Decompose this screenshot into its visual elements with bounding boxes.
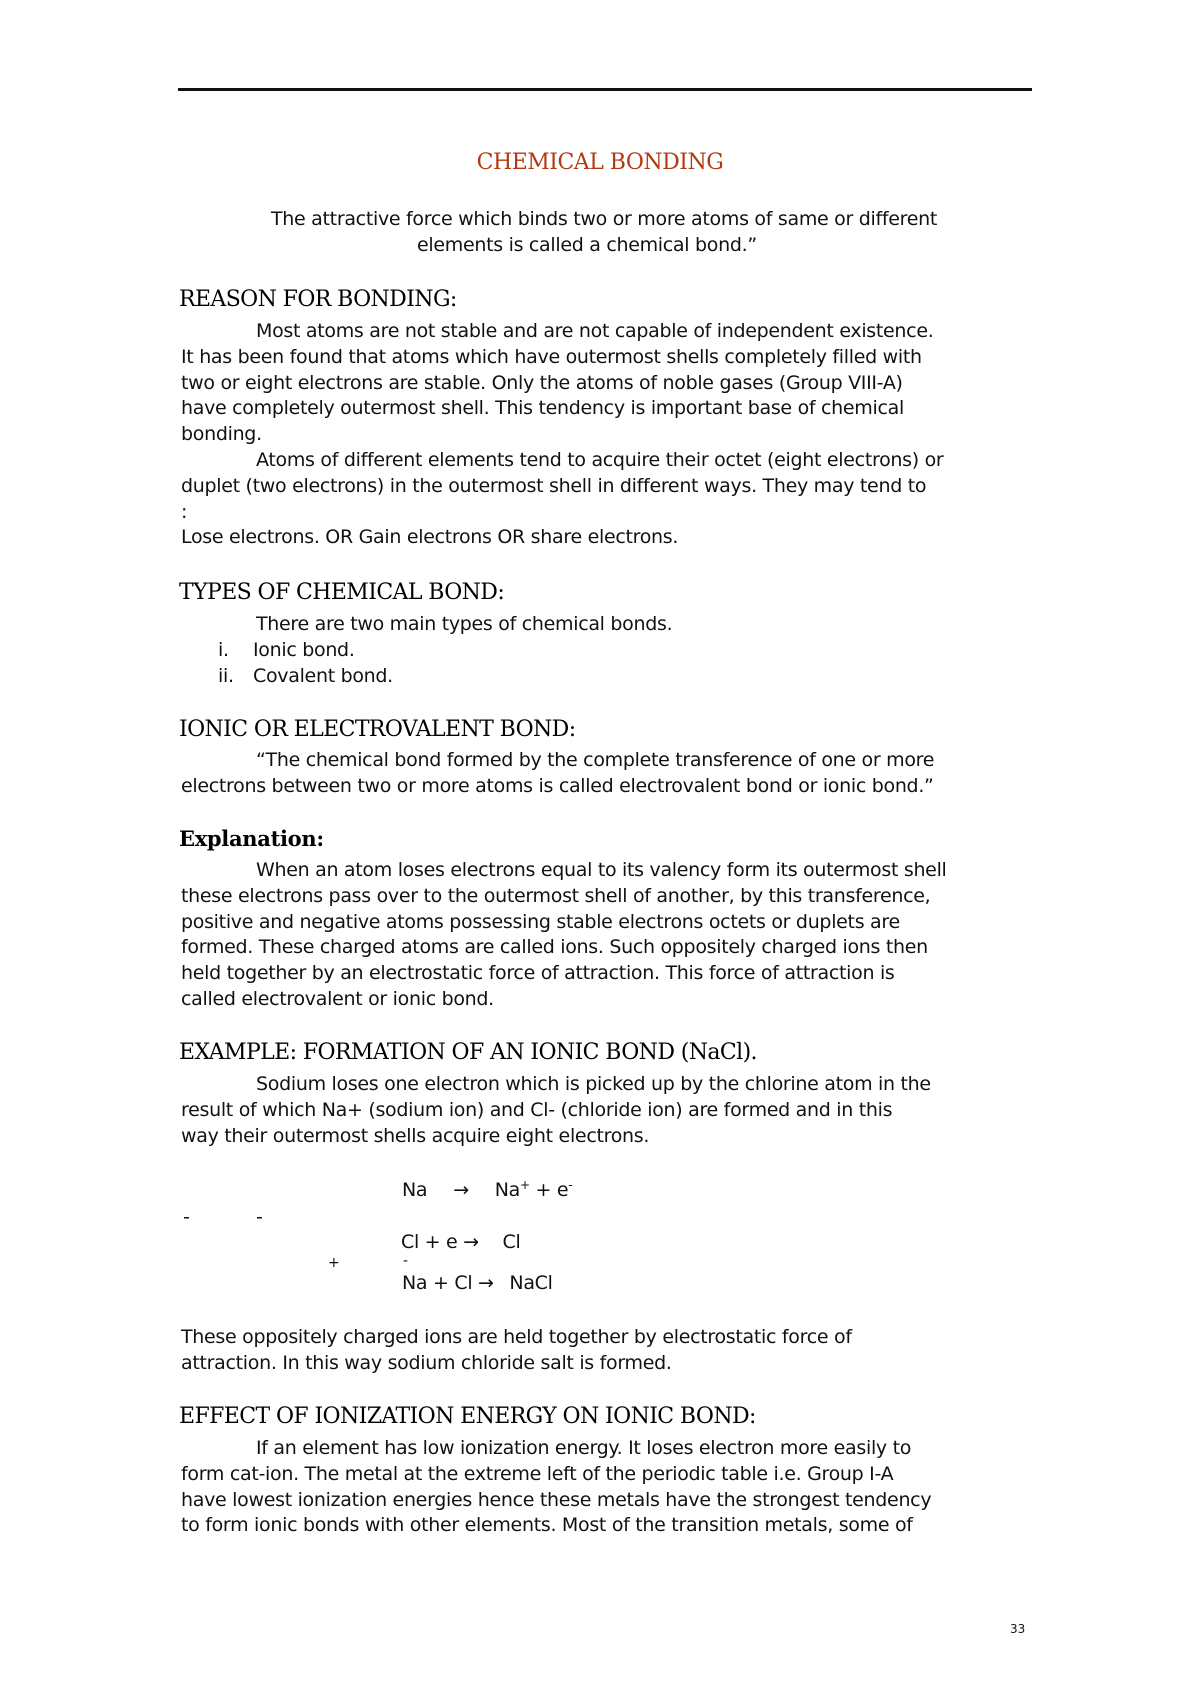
header-rule <box>178 88 1032 91</box>
eq-reactants: Cl + e → <box>401 1231 479 1253</box>
types-intro: There are two main types of chemical bonds. <box>256 613 673 635</box>
heading-types: TYPES OF CHEMICAL BOND: <box>179 580 505 605</box>
text-line: If an element has low ionization energy. It loses electron more easily to <box>256 1437 912 1459</box>
reason-paragraph <box>181 319 1031 551</box>
list-item <box>181 638 1031 664</box>
text-line: It has been found that atoms which have outermost shells completely filled with <box>181 345 922 368</box>
charge: - <box>568 1178 573 1192</box>
charge: + <box>520 1178 530 1192</box>
eq-product: NaCl <box>509 1272 553 1294</box>
eq-product: Na <box>494 1179 521 1201</box>
equation-sodium <box>402 1178 572 1201</box>
page-title: CHEMICAL BONDING <box>476 150 724 175</box>
example-conclusion <box>181 1325 1031 1377</box>
text-line: When an atom loses electrons equal to its valency form its outermost shell <box>256 859 947 881</box>
text-line: duplet (two electrons) in the outermost shell in different ways. They may tend to <box>181 474 927 497</box>
list-number: i. <box>218 638 229 661</box>
stray-mark: - <box>256 1206 263 1228</box>
text-line: formed. These charged atoms are called ions. Such oppositely charged ions then <box>181 936 928 959</box>
effect-paragraph <box>181 1436 1031 1539</box>
text-line: Lose electrons. OR Gain electrons OR share electrons. <box>181 526 679 549</box>
types-list <box>181 612 1031 689</box>
heading-effect: EFFECT OF IONIZATION ENERGY ON IONIC BOND: <box>179 1404 756 1429</box>
eq-electron: + e <box>535 1179 569 1201</box>
text-line: form cat-ion. The metal at the extreme left of the periodic table i.e. Group I-A <box>181 1462 894 1485</box>
list-item <box>181 664 1031 690</box>
equation-chlorine <box>401 1231 521 1253</box>
eq-reactant: Na <box>402 1179 428 1201</box>
text-line: these electrons pass over to the outermost shell of another, by this transference, <box>181 884 931 907</box>
text-line: attraction. In this way sodium chloride salt is formed. <box>181 1351 672 1374</box>
eq-product: Cl <box>502 1231 521 1253</box>
text-line: result of which Na+ (sodium ion) and Cl- (chloride ion) are formed and in this <box>181 1098 893 1121</box>
heading-explanation: Explanation: <box>179 826 324 851</box>
text-line: two or eight electrons are stable. Only the atoms of noble gases (Group VIII-A) <box>181 371 903 394</box>
list-label: Ionic bond. <box>253 638 355 661</box>
definition-line: The attractive force which binds two or more atoms of same or different <box>271 208 938 230</box>
definition <box>0 207 1200 259</box>
text-line: Most atoms are not stable and are not capable of independent existence. <box>256 320 934 342</box>
heading-example: EXAMPLE: FORMATION OF AN IONIC BOND (NaCl). <box>179 1040 757 1065</box>
text-line: have completely outermost shell. This tendency is important base of chemical <box>181 397 904 420</box>
list-number: ii. <box>218 664 234 687</box>
text-line: Sodium loses one electron which is picked up by the chlorine atom in the <box>256 1073 931 1095</box>
text-line: “The chemical bond formed by the complete transference of one or more <box>256 749 935 771</box>
text-line: called electrovalent or ionic bond. <box>181 987 494 1010</box>
text-line: positive and negative atoms possessing stable electrons octets or duplets are <box>181 910 900 933</box>
example-paragraph <box>181 1072 1031 1149</box>
heading-ionic: IONIC OR ELECTROVALENT BOND: <box>179 717 576 742</box>
heading-reason: REASON FOR BONDING: <box>179 287 457 312</box>
stray-mark: - <box>183 1206 190 1228</box>
explanation-paragraph <box>181 858 1031 1013</box>
text-line: to form ionic bonds with other elements. Most of the transition metals, some of <box>181 1514 913 1537</box>
ionic-definition <box>181 748 1031 800</box>
text-line: Atoms of different elements tend to acquire their octet (eight electrons) or <box>256 448 944 471</box>
text-line: held together by an electrostatic force of attraction. This force of attraction is <box>181 962 895 985</box>
page-number: 33 <box>1010 1622 1026 1636</box>
equation-nacl <box>402 1272 553 1294</box>
text-line: bonding. <box>181 423 262 446</box>
text-line: : <box>181 500 188 523</box>
definition-line: elements is called a chemical bond.” <box>417 233 757 256</box>
text-line: These oppositely charged ions are held together by electrostatic force of <box>181 1326 852 1348</box>
list-label: Covalent bond. <box>253 664 393 687</box>
text-line: electrons between two or more atoms is called electrovalent bond or ionic bond.” <box>181 774 934 797</box>
text-line: have lowest ionization energies hence these metals have the strongest tendency <box>181 1488 932 1511</box>
text-line: way their outermost shells acquire eight electrons. <box>181 1124 650 1147</box>
stray-mark: + <box>328 1255 340 1271</box>
stray-mark: - <box>403 1253 408 1269</box>
arrow-icon: → <box>453 1179 469 1201</box>
eq-reactants: Na + Cl → <box>402 1272 494 1294</box>
